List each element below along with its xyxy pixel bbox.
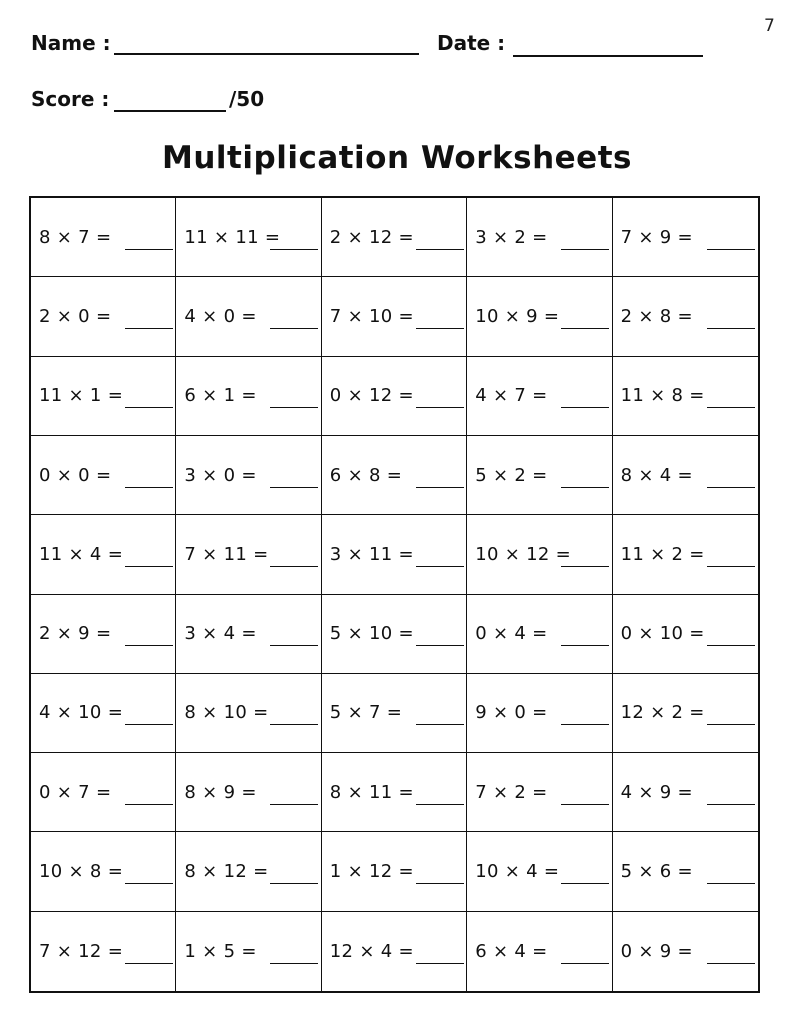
problem-text: 12 × 2 = <box>620 702 705 724</box>
answer-blank[interactable] <box>270 548 318 567</box>
answer-blank[interactable] <box>707 469 755 488</box>
problem-text: 0 × 4 = <box>475 623 548 645</box>
problem-cell <box>467 436 612 515</box>
answer-blank[interactable] <box>707 389 755 408</box>
problem-text: 8 × 9 = <box>184 781 257 803</box>
problem-cell <box>176 436 321 515</box>
problem-text: 4 × 10 = <box>39 702 124 724</box>
answer-blank[interactable] <box>707 786 755 805</box>
answer-blank[interactable] <box>416 548 464 567</box>
answer-blank[interactable] <box>125 786 173 805</box>
problem-text: 6 × 1 = <box>184 385 257 407</box>
answer-blank[interactable] <box>270 945 318 964</box>
answer-blank[interactable] <box>707 706 755 725</box>
problem-cell <box>467 357 612 436</box>
problem-cell <box>322 674 467 753</box>
page-number: 7 <box>764 16 775 36</box>
problem-cell <box>467 277 612 356</box>
problem-text: 11 × 1 = <box>39 385 124 407</box>
problem-cell <box>176 198 321 277</box>
problem-cell <box>322 832 467 911</box>
problem-text: 4 × 0 = <box>184 305 257 327</box>
problem-cell <box>322 436 467 515</box>
answer-blank[interactable] <box>125 945 173 964</box>
answer-blank[interactable] <box>561 469 609 488</box>
problem-cell <box>176 595 321 674</box>
answer-blank[interactable] <box>125 389 173 408</box>
problem-text: 3 × 0 = <box>184 464 257 486</box>
answer-blank[interactable] <box>707 945 755 964</box>
answer-blank[interactable] <box>561 310 609 329</box>
problem-text: 0 × 0 = <box>39 464 112 486</box>
problem-text: 10 × 9 = <box>475 305 560 327</box>
name-field[interactable] <box>114 53 419 55</box>
problem-text: 11 × 4 = <box>39 543 124 565</box>
answer-blank[interactable] <box>561 389 609 408</box>
answer-blank[interactable] <box>416 706 464 725</box>
problem-text: 5 × 7 = <box>329 702 403 724</box>
problem-text: 0 × 7 = <box>39 781 112 803</box>
problem-text: 11 × 8 = <box>620 385 705 407</box>
problem-text: 2 × 12 = <box>329 226 414 248</box>
problem-cell <box>31 912 176 991</box>
problem-text: 8 × 11 = <box>329 781 414 803</box>
problem-cell <box>322 277 467 356</box>
problem-cell <box>31 198 176 277</box>
answer-blank[interactable] <box>270 627 318 646</box>
problem-text: 7 × 12 = <box>39 940 124 962</box>
answer-blank[interactable] <box>270 310 318 329</box>
problem-text: 6 × 8 = <box>329 464 403 486</box>
answer-blank[interactable] <box>125 469 173 488</box>
problem-cell <box>467 198 612 277</box>
answer-blank[interactable] <box>416 627 464 646</box>
problem-cell <box>31 436 176 515</box>
answer-blank[interactable] <box>416 310 464 329</box>
answer-blank[interactable] <box>707 865 755 884</box>
problem-text: 1 × 12 = <box>329 861 414 883</box>
problem-cell <box>176 753 321 832</box>
problem-text: 3 × 2 = <box>475 226 548 248</box>
problem-text: 11 × 2 = <box>620 543 705 565</box>
problem-text: 0 × 12 = <box>329 385 414 407</box>
problem-cell <box>613 832 758 911</box>
problem-text: 3 × 11 = <box>329 543 414 565</box>
answer-blank[interactable] <box>270 786 318 805</box>
problem-cell <box>467 912 612 991</box>
problem-cell <box>322 912 467 991</box>
answer-blank[interactable] <box>416 231 464 250</box>
problem-cell <box>613 674 758 753</box>
date-label: Date : <box>437 31 506 55</box>
problem-cell <box>31 357 176 436</box>
answer-blank[interactable] <box>707 231 755 250</box>
problem-cell <box>176 357 321 436</box>
problem-text: 7 × 2 = <box>475 781 548 803</box>
problem-text: 2 × 8 = <box>620 305 693 327</box>
problem-text: 5 × 2 = <box>475 464 548 486</box>
problem-text: 10 × 4 = <box>475 861 560 883</box>
answer-blank[interactable] <box>561 706 609 725</box>
problem-cell <box>467 832 612 911</box>
problem-cell <box>613 595 758 674</box>
answer-blank[interactable] <box>270 706 318 725</box>
problem-text: 9 × 0 = <box>475 702 548 724</box>
answer-blank[interactable] <box>270 389 318 408</box>
problem-text: 6 × 4 = <box>475 940 548 962</box>
problem-cell <box>31 753 176 832</box>
name-label: Name : <box>31 31 111 55</box>
problem-cell <box>176 912 321 991</box>
answer-blank[interactable] <box>125 706 173 725</box>
problem-cell <box>322 198 467 277</box>
problem-text: 8 × 7 = <box>39 226 112 248</box>
score-field[interactable] <box>114 110 226 112</box>
problem-cell <box>31 832 176 911</box>
problem-cell <box>613 436 758 515</box>
problem-cell <box>322 595 467 674</box>
problem-cell <box>322 515 467 594</box>
problem-text: 8 × 12 = <box>184 861 269 883</box>
problem-grid <box>29 196 760 993</box>
problem-text: 8 × 4 = <box>620 464 693 486</box>
answer-blank[interactable] <box>270 231 318 250</box>
problem-text: 2 × 0 = <box>39 305 112 327</box>
answer-blank[interactable] <box>707 627 755 646</box>
answer-blank[interactable] <box>125 548 173 567</box>
problem-cell <box>176 277 321 356</box>
problem-cell <box>31 277 176 356</box>
page-title: Multiplication Worksheets <box>162 140 632 176</box>
score-label: Score : <box>31 87 110 111</box>
problem-cell <box>613 515 758 594</box>
problem-cell <box>467 595 612 674</box>
problem-cell <box>31 515 176 594</box>
score-total: /50 <box>229 87 265 111</box>
answer-blank[interactable] <box>416 945 464 964</box>
problem-cell <box>613 753 758 832</box>
problem-cell <box>613 277 758 356</box>
problem-text: 1 × 5 = <box>184 940 257 962</box>
problem-cell <box>176 832 321 911</box>
answer-blank[interactable] <box>125 310 173 329</box>
answer-blank[interactable] <box>416 786 464 805</box>
date-field[interactable] <box>513 55 703 57</box>
problem-cell <box>176 674 321 753</box>
answer-blank[interactable] <box>561 786 609 805</box>
answer-blank[interactable] <box>561 865 609 884</box>
problem-cell <box>322 357 467 436</box>
problem-cell <box>176 515 321 594</box>
problem-text: 7 × 11 = <box>184 543 269 565</box>
answer-blank[interactable] <box>125 865 173 884</box>
answer-blank[interactable] <box>416 469 464 488</box>
problem-cell <box>31 595 176 674</box>
problem-text: 7 × 9 = <box>620 226 693 248</box>
answer-blank[interactable] <box>416 389 464 408</box>
answer-blank[interactable] <box>270 865 318 884</box>
problem-text: 0 × 9 = <box>620 940 693 962</box>
answer-blank[interactable] <box>561 231 609 250</box>
answer-blank[interactable] <box>707 310 755 329</box>
problem-text: 10 × 8 = <box>39 861 124 883</box>
problem-text: 8 × 10 = <box>184 702 269 724</box>
answer-blank[interactable] <box>707 548 755 567</box>
problem-cell <box>613 357 758 436</box>
problem-text: 4 × 9 = <box>620 781 693 803</box>
problem-cell <box>613 198 758 277</box>
answer-blank[interactable] <box>125 231 173 250</box>
answer-blank[interactable] <box>125 627 173 646</box>
answer-blank[interactable] <box>561 627 609 646</box>
problem-text: 5 × 10 = <box>329 623 414 645</box>
problem-cell <box>467 674 612 753</box>
problem-cell <box>467 515 612 594</box>
problem-cell <box>322 753 467 832</box>
problem-text: 11 × 11 = <box>184 226 281 248</box>
problem-cell <box>31 674 176 753</box>
answer-blank[interactable] <box>416 865 464 884</box>
problem-text: 4 × 7 = <box>475 385 548 407</box>
problem-text: 7 × 10 = <box>329 305 414 327</box>
problem-text: 10 × 12 = <box>475 543 572 565</box>
problem-text: 0 × 10 = <box>620 623 705 645</box>
problem-text: 2 × 9 = <box>39 623 112 645</box>
problem-text: 12 × 4 = <box>329 940 414 962</box>
problem-text: 5 × 6 = <box>620 861 693 883</box>
answer-blank[interactable] <box>561 548 609 567</box>
answer-blank[interactable] <box>270 469 318 488</box>
answer-blank[interactable] <box>561 945 609 964</box>
problem-cell <box>467 753 612 832</box>
problem-cell <box>613 912 758 991</box>
problem-text: 3 × 4 = <box>184 623 257 645</box>
